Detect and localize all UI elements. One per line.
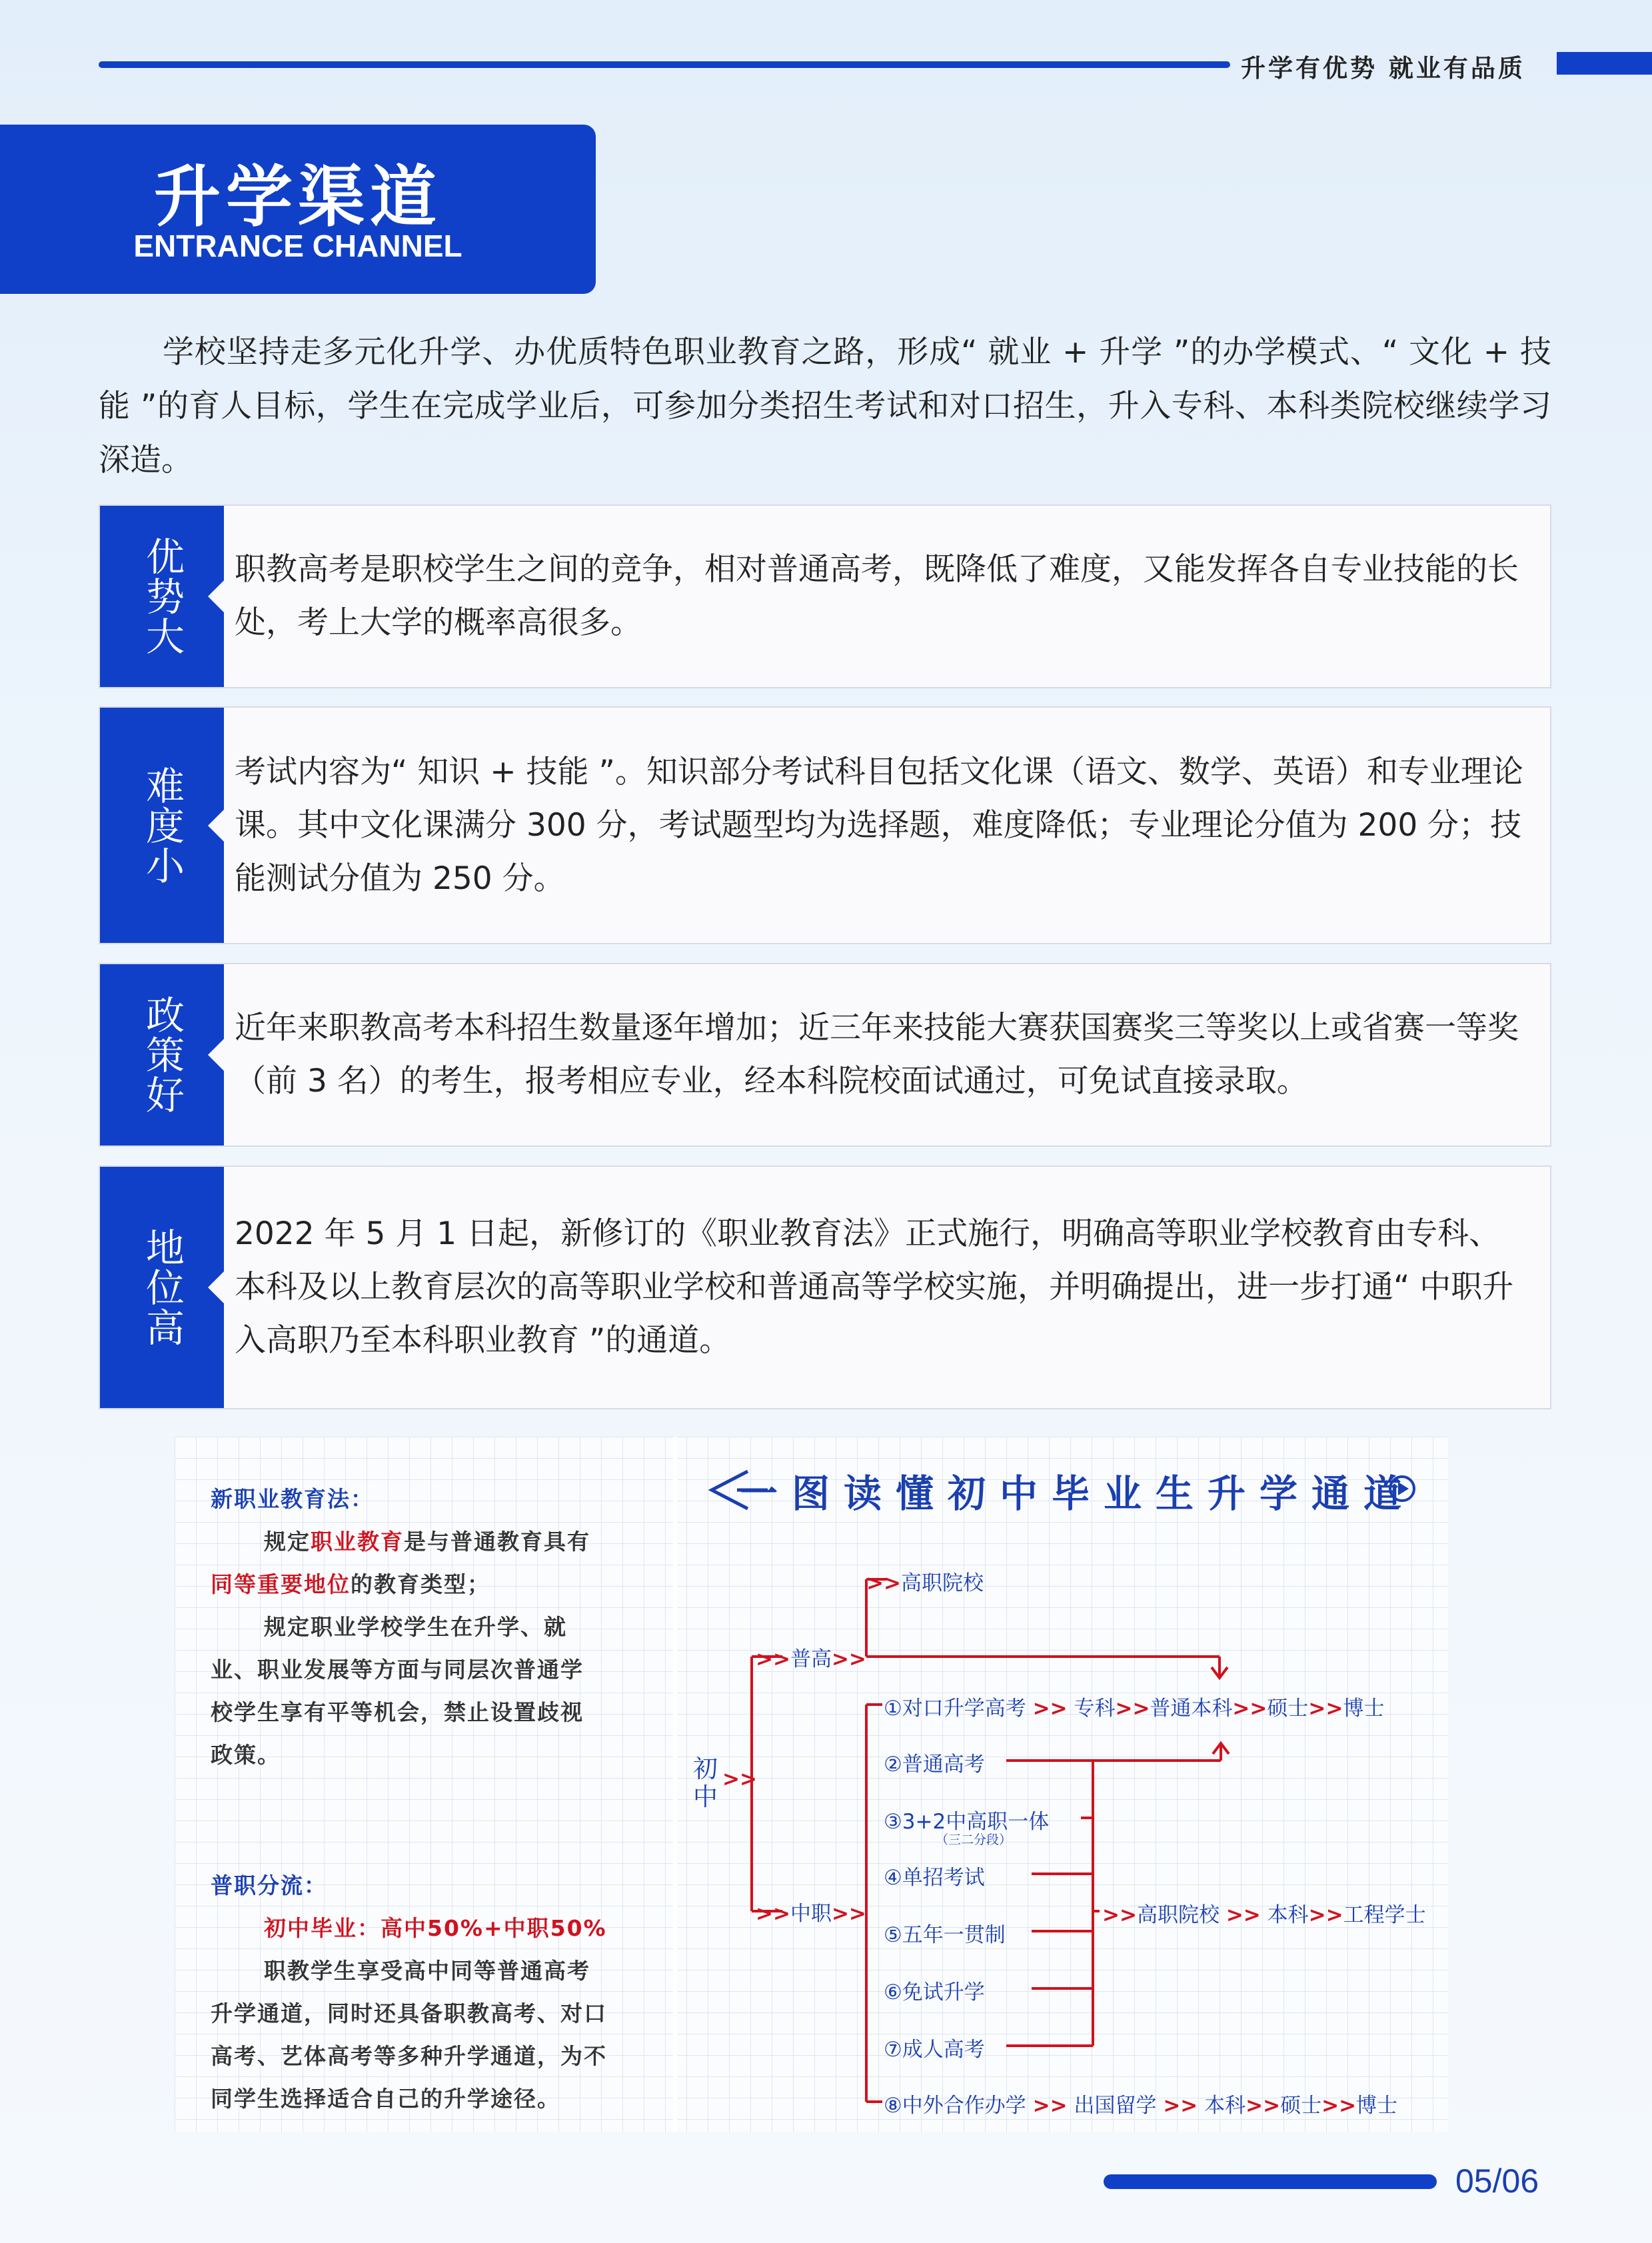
law-line-1: 规定职业教育是与普通教育具有 (264, 1529, 590, 1555)
card-tag-label: 地位高 (139, 1227, 185, 1347)
card-tag-label: 政策好 (139, 995, 185, 1115)
arrow-icon: >> (722, 1767, 757, 1791)
split-heading: 普职分流： (211, 1872, 327, 1898)
card-tag-label: 难度小 (139, 765, 185, 886)
flow-branch-vocational: >>中职>> (756, 1902, 866, 1926)
card-text: 2022 年 5 月 1 日起，新修订的《职业教育法》正式施行，明确高等职业学校教育由专科、本科及以上教育层次的高等职业学校和普通高等学校实施，并明确提出，进一步打通“ 中职升入高职乃至本科职业教育 ”的通道。 (235, 1215, 1514, 1359)
flow-branch-general: >>普高>> (756, 1647, 866, 1671)
section-subtitle: ENTRANCE CHANNEL (133, 229, 462, 263)
split-line-3: 高考、艺体高考等多种升学通道，为不 (211, 2043, 607, 2069)
card-tag-label: 优势大 (139, 536, 185, 656)
flow-title: 一图读懂初中毕业生升学通道 (740, 1472, 1415, 1516)
intro-paragraph: 学校坚持走多元化升学、办优质特色职业教育之路，形成“ 就业 + 升学 ”的办学模式、“ 文化 + 技能 ”的育人目标，学生在完成学业后，可参加分类招生考试和对口招生，升入专科、本科类院校继续学习深造。 (99, 334, 1551, 478)
split-line-2: 升学通道，同时还具备职教高考、对口 (211, 2000, 607, 2026)
section-title: 升学渠道 (154, 158, 442, 236)
flow-route-1: ①对口升学高考 >> 专科>>普通本科>>硕士>>博士 (884, 1697, 1385, 1721)
split-line-1: 职教学生享受高中同等普通高考 (264, 1958, 590, 1984)
flow-route-7: ⑦成人高考 (884, 2038, 985, 2062)
law-line-6: 政策。 (211, 1742, 281, 1768)
law-line-4: 业、职业发展等方面与同层次普通学 (211, 1657, 584, 1683)
law-heading: 新职业教育法： (211, 1486, 374, 1512)
flow-root: 初中 (693, 1755, 718, 1811)
flow-route-8: ⑧中外合作办学 >> 出国留学 >> 本科>>硕士>>博士 (884, 2094, 1398, 2118)
card-text: 职教高考是职校学生之间的竞争，相对普通高考，既降低了难度，又能发挥各自专业技能的长处，考上大学的概率高很多。 (235, 551, 1519, 641)
flow-route-3-note: （三二分段） (936, 1833, 1012, 1847)
law-line-5: 校学生享有平等机会，禁止设置歧视 (211, 1699, 584, 1725)
footer-bar (1104, 2174, 1437, 2189)
header-slogan: 升学有优势 就业有品质 (1241, 54, 1525, 83)
flow-gaozhi-top: >>高职院校 (866, 1571, 984, 1595)
flow-route-4: ④单招考试 (884, 1866, 985, 1890)
card-text: 近年来职教高考本科招生数量逐年增加；近三年来技能大赛获国赛奖三等奖以上或省赛一等奖（前 3 名）的考生，报考相应专业，经本科院校面试通过，可免试直接录取。 (235, 1010, 1519, 1100)
law-line-2: 同等重要地位的教育类型； (211, 1571, 490, 1597)
page-number: 05/06 (1455, 2162, 1539, 2200)
law-line-3: 规定职业学校学生在升学、就 (264, 1614, 567, 1640)
split-highlight: 初中毕业：高中50%+中职50% (264, 1915, 607, 1941)
flow-mid-path: >>高职院校 >> 本科>>工程学士 (1102, 1903, 1426, 1927)
flow-route-5: ⑤五年一贯制 (884, 1923, 1006, 1947)
flow-route-6: ⑥免试升学 (884, 1980, 985, 2004)
flow-route-2: ②普通高考 (884, 1753, 985, 1777)
card-text: 考试内容为“ 知识 + 技能 ”。知识部分考试科目包括文化课（语文、数学、英语）和专业理论课。其中文化课满分 300 分，考试题型均为选择题，难度降低；专业理论分值为 200 分；技能测试分值为 250 分。 (235, 753, 1523, 897)
flow-route-3: ③3+2中高职一体 (884, 1810, 1050, 1834)
split-line-4: 同学生选择适合自己的升学途径。 (211, 2086, 560, 2112)
